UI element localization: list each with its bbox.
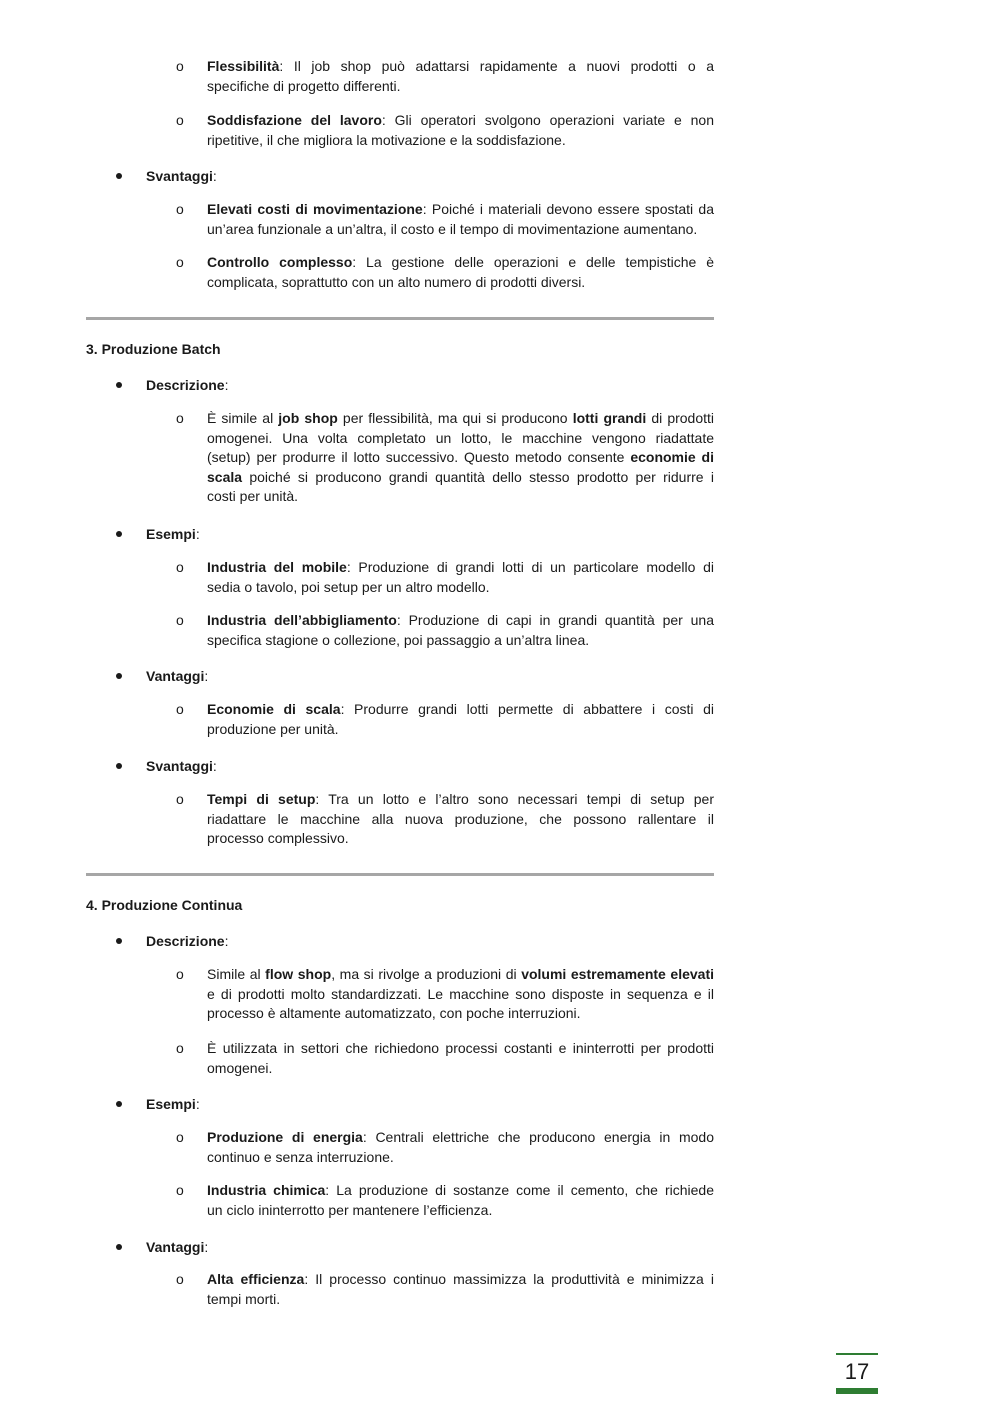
circle-bullet-icon: o [176,1040,184,1056]
bullet-icon [116,1244,122,1250]
bullet-svantaggi: Svantaggi: [146,756,217,776]
bullet-icon [116,938,122,944]
list-item: o È utilizzata in settori che richiedono processi costanti e ininterrotti per prodotti omogenei. [176,1040,714,1076]
list-item: o Tempi di setup: Tra un lotto e l’altro sono necessari tempi di setup per riadattare le macchine alla nuova produzione, che possono rallentare il processo complessivo. [176,791,714,847]
circle-bullet-icon: o [176,966,184,982]
list-item: o Controllo complesso: La gestione delle operazioni e delle tempistiche è complicata, soprattutto con un alto numero di prodotti diversi. [176,254,714,290]
section-divider [86,873,714,876]
list-item: o È simile al job shop per flessibilità, ma qui si producono lotti grandi di prodotti omogenei. Una volta completato un lotto, le macchine vengono riadattate (setup) per produrre il lotto successivo. Questo metodo consente economie di scala poiché si producono grandi quantità dello stesso prodotto per ridurre i costi per unità. [176,410,715,505]
section-divider [86,317,714,320]
circle-bullet-icon: o [176,254,184,270]
bullet-vantaggi: Vantaggi: [146,1237,208,1257]
list-item: o Elevati costi di movimentazione: Poiché i materiali devono essere spostati da un’area funzionale a un’altra, il costo e il tempo di movimentazione aumentano. [176,201,714,237]
list-item: o Simile al flow shop, ma si rivolge a produzioni di volumi estremamente elevati e di prodotti molto standardizzati. Le macchine sono disposte in sequenza e il processo è altamente automatizzato, con poche interruzioni. [176,966,714,1022]
page-number-bottom-rule [836,1388,878,1394]
list-item: o Industria dell’abbigliamento: Produzione di capi in grandi quantità per una specifica stagione o collezione, poi passaggio a un’altra linea. [176,612,714,648]
list-item: o Alta efficienza: Il processo continuo massimizza la produttività e minimizza i tempi morti. [176,1271,715,1307]
circle-bullet-icon: o [176,410,184,426]
bullet-esempi: Esempi: [146,1094,200,1114]
page-number: 17 [844,1359,870,1384]
bullet-icon [116,382,122,388]
list-item: o Industria chimica: La produzione di sostanze come il cemento, che richiede un ciclo ininterrotto per mantenere l’efficienza. [176,1182,714,1218]
list-item: o Produzione di energia: Centrali elettriche che producono energia in modo continuo e senza interruzione. [176,1129,714,1165]
circle-bullet-icon: o [176,1129,184,1145]
bullet-icon [116,1101,122,1107]
list-item: o Economie di scala: Produrre grandi lotti permette di abbattere i costi di produzione per unità. [176,701,714,737]
bullet-esempi: Esempi: [146,524,200,544]
circle-bullet-icon: o [176,1182,184,1198]
list-item: o Flessibilità: Il job shop può adattarsi rapidamente a nuovi prodotti o a specifiche di progetto differenti. [176,58,714,94]
bullet-vantaggi: Vantaggi: [146,666,208,686]
bullet-descrizione: Descrizione: [146,375,228,395]
circle-bullet-icon: o [176,58,184,74]
circle-bullet-icon: o [176,201,184,217]
circle-bullet-icon: o [176,791,184,807]
bullet-icon [116,173,122,179]
circle-bullet-icon: o [176,701,184,717]
circle-bullet-icon: o [176,1271,184,1287]
section-title: 3. Produzione Batch [86,341,221,357]
bullet-descrizione: Descrizione: [146,931,228,951]
list-item: o Soddisfazione del lavoro: Gli operatori svolgono operazioni variate e non ripetitive, il che migliora la motivazione e la soddisfazione. [176,112,714,148]
page-number-top-rule [836,1353,878,1355]
bullet-icon [116,531,122,537]
page-number-box [836,1353,878,1393]
bullet-icon [116,673,122,679]
bullet-svantaggi: Svantaggi: [146,166,217,186]
section-title: 4. Produzione Continua [86,897,243,913]
circle-bullet-icon: o [176,559,184,575]
bullet-icon [116,763,122,769]
circle-bullet-icon: o [176,112,184,128]
list-item: o Industria del mobile: Produzione di grandi lotti di un particolare modello di sedia o tavolo, poi setup per un altro modello. [176,559,714,595]
circle-bullet-icon: o [176,612,184,628]
